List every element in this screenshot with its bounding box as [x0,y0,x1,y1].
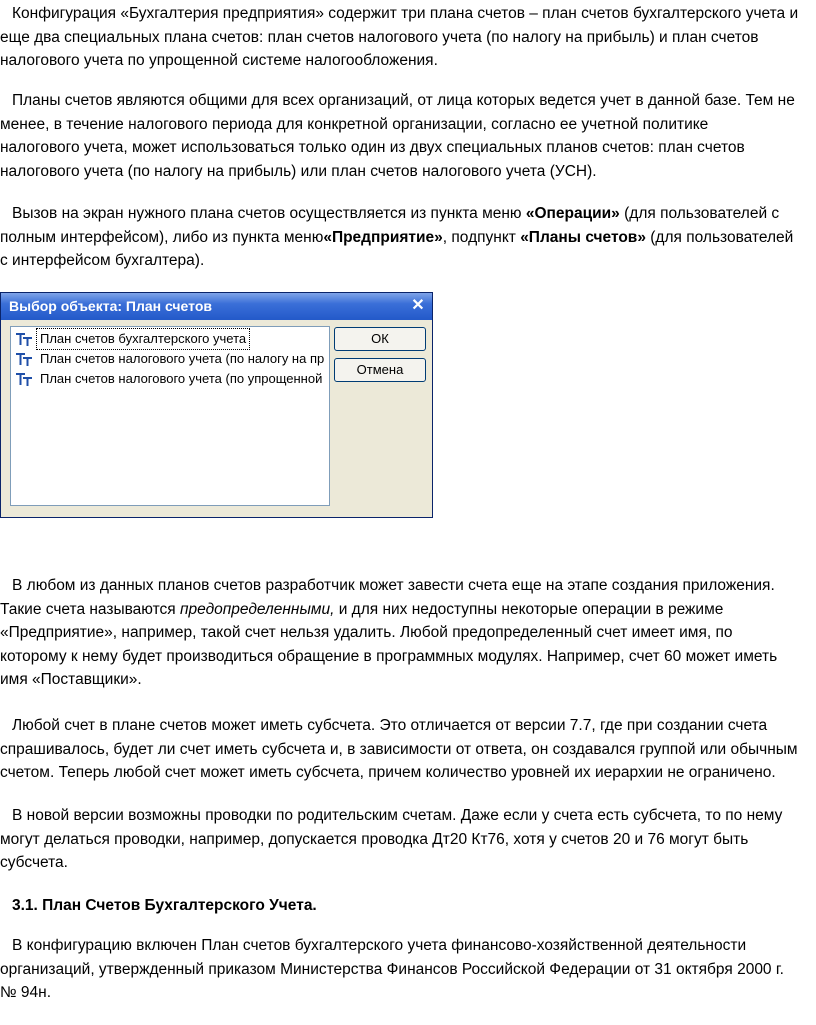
chart-list[interactable] [10,326,330,506]
paragraph-intro [0,2,816,73]
text-line: Вызов на экран нужного плана счетов осуществляется из пункта меню «Операции» (для пользователей с [12,205,780,222]
menu-name-charts: «Планы счетов» [520,228,646,246]
chart-of-accounts-icon [15,351,33,367]
dialog-titlebar [1,293,433,320]
text-line: № 94н. [0,984,52,1001]
menu-name-enterprise: «Предприятие» [323,228,443,246]
chart-of-accounts-icon [15,331,33,347]
paragraph-plans [0,89,816,183]
list-item[interactable]: План счетов налогового учета (по налогу на пр [15,349,327,369]
dialog-title: Выбор объекта: План счетов [9,298,212,314]
text-line: налогового учета (по налогу на прибыль) или план счетов налогового учета (УСН). [0,162,597,180]
text-line: В любом из данных планов счетов разработчик может завести счета еще на этапе создания приложения. [12,577,775,594]
list-item[interactable]: План счетов налогового учета (по упрощенной [15,369,325,389]
text-line: В новой версии возможны проводки по родительским счетам. Даже если у счета есть субсчета, то по нему [12,807,783,824]
menu-name-operations: «Операции» [525,205,620,222]
text-line: Конфигурация «Бухгалтерия предприятия» содержит три плана счетов – план счетов бухгалтерского учета и [12,5,799,22]
text-line: Такие счета называются предопределенными, и для них недоступны некоторые операции в режиме [0,600,724,618]
paragraph-menu-call [0,202,816,273]
ok-button[interactable]: ОК [334,327,426,351]
text-line: налогового учета по упрощенной системе налогообложения. [0,52,438,69]
paragraph-configuration [0,934,816,1005]
text-line: менее, в течение налогового периода для конкретной организации, согласно ее учетной политике [0,115,709,133]
paragraph-subaccounts [0,714,816,785]
text-line: полным интерфейсом), либо из пункта меню«Предприятие», подпункт «Планы счетов» (для пользователей [0,228,794,246]
text-line: «Предприятие», например, такой счет нельзя удалить. Любой предопределенный счет имеет имя, по [0,624,733,641]
paragraph-postings [0,804,816,875]
text-line: еще два специальных плана счетов: план счетов налогового учета (по налогу на прибыль) и план счетов [0,28,759,46]
text-line: с интерфейсом бухгалтера). [0,252,205,269]
text-line: субсчета. [0,854,68,871]
chart-of-accounts-icon [15,371,33,387]
close-icon[interactable]: ✕ [411,297,425,314]
text-line: имя «Поставщики». [0,671,142,688]
cancel-button[interactable]: Отмена [334,358,426,382]
term-predefined: предопределенными, [179,600,335,618]
section-heading: 3.1. План Счетов Бухгалтерского Учета. [12,897,317,914]
list-item[interactable]: План счетов бухгалтерского учета [15,329,249,349]
text-line: В конфигурацию включен План счетов бухгалтерского учета финансово-хозяйственной деятельности [12,937,747,954]
text-line: спрашивалось, будет ли счет иметь субсчета и, в зависимости от ответа, он создавался группой или обычным [0,740,798,758]
paragraph-predefined [0,574,816,692]
text-line: Планы счетов являются общими для всех организаций, от лица которых ведется учет в данной базе. Тем не [12,92,795,109]
text-line: Любой счет в плане счетов может иметь субсчета. Это отличается от версии 7.7, где при создании счета [12,717,768,734]
text-line: могут делаться проводки, например, допускается проводка Дт20 Кт76, хотя у счетов 20 и 76 могут быть [0,830,749,848]
text-line: организаций, утвержденный приказом Министерства Финансов Российской Федерации от 31 октября 2000 г. [0,960,784,978]
text-line: которому к нему будет производиться обращение в программных модулях. Например, счет 60 может иметь [0,647,778,665]
text-line: счетом. Теперь любой счет может иметь субсчета, причем количество уровней их иерархии не ограничено. [0,764,776,781]
text-line: налогового учета, может использоваться только один из двух специальных планов счетов: план счетов [0,139,745,156]
